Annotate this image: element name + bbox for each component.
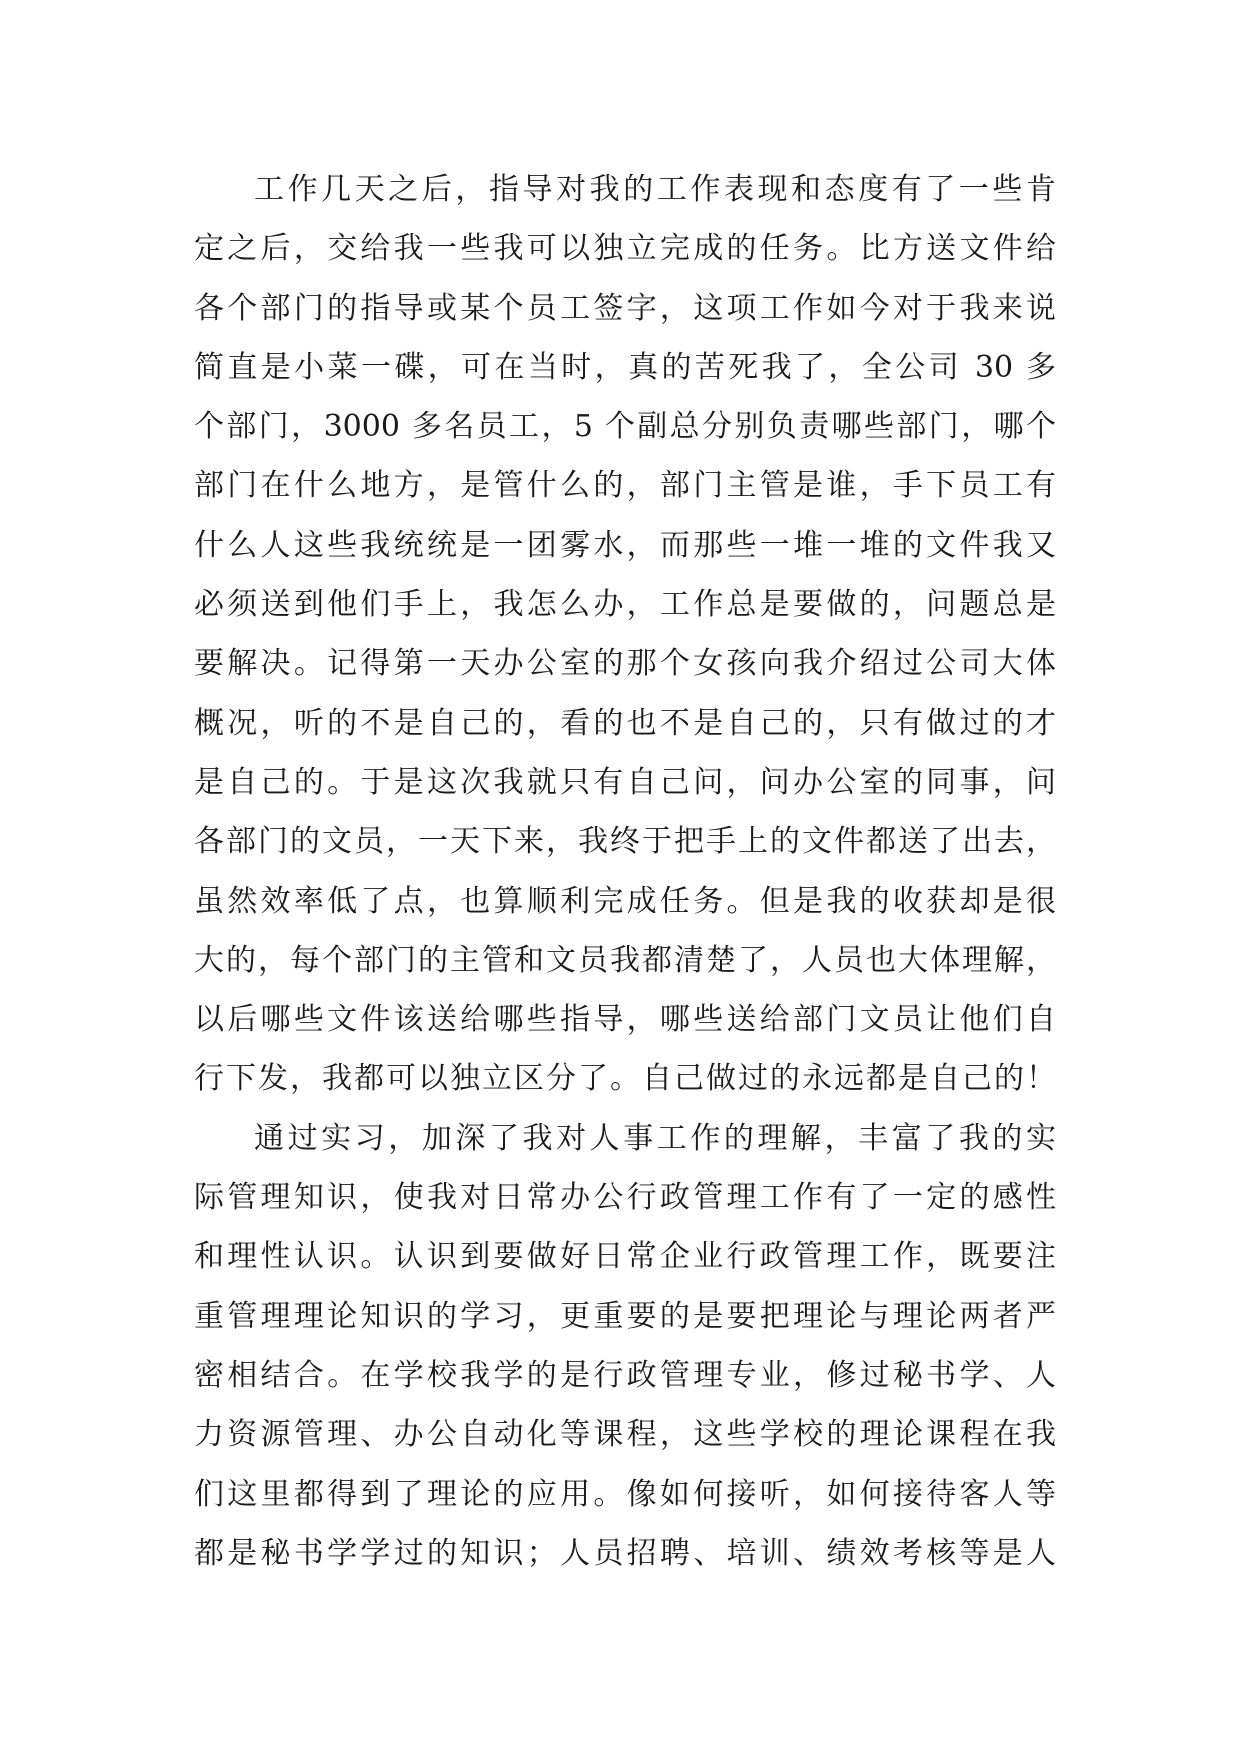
- paragraph-2-line: 通过实习，加深了我对人事工作的理解，丰富了我的实: [254, 1120, 1056, 1156]
- paragraph-2-line: 重管理理论知识的学习，更重要的是要把理论与理论两者严: [194, 1298, 1056, 1334]
- paragraph-2-line: 和理性认识。认识到要做好日常企业行政管理工作，既要注: [194, 1239, 1056, 1275]
- document-body: [194, 160, 1056, 1583]
- paragraph-1-line: 简直是小菜一碟，可在当时，真的苦死我了，全公司 30 多: [194, 349, 1056, 385]
- paragraph-1-line: 什么人这些我统统是一团雾水，而那些一堆一堆的文件我又: [194, 527, 1056, 563]
- paragraph-1-line: 虽然效率低了点，也算顺利完成任务。但是我的收获却是很: [194, 883, 1056, 919]
- paragraph-1-line: 以后哪些文件该送给哪些指导，哪些送给部门文员让他们自: [194, 1002, 1056, 1038]
- paragraph-1-line: 个部门，3000 多名员工，5 个副总分别负责哪些部门，哪个: [194, 409, 1056, 445]
- paragraph-1-line: 部门在什么地方，是管什么的，部门主管是谁，手下员工有: [194, 468, 1056, 504]
- paragraph-1-line: 要解决。记得第一天办公室的那个女孩向我介绍过公司大体: [194, 646, 1056, 682]
- paragraph-2-line: 密相结合。在学校我学的是行政管理专业，修过秘书学、人: [194, 1357, 1056, 1393]
- paragraph-1-line: 定之后，交给我一些我可以独立完成的任务。比方送文件给: [194, 231, 1056, 267]
- paragraph-2-line: 际管理知识，使我对日常办公行政管理工作有了一定的感性: [194, 1180, 1056, 1216]
- paragraph-1-line: 各部门的文员，一天下来，我终于把手上的文件都送了出去，: [194, 824, 1056, 860]
- paragraph-1-line: 必须送到他们手上，我怎么办，工作总是要做的，问题总是: [194, 587, 1056, 623]
- paragraph-1-line: 是自己的。于是这次我就只有自己问，问办公室的同事，问: [194, 764, 1056, 800]
- paragraph-1-line: 概况，听的不是自己的，看的也不是自己的，只有做过的才: [194, 705, 1056, 741]
- paragraph-2-line: 都是秘书学学过的知识；人员招聘、培训、绩效考核等是人: [194, 1535, 1056, 1571]
- paragraph-2-line: 力资源管理、办公自动化等课程，这些学校的理论课程在我: [194, 1417, 1056, 1453]
- paragraph-1-line: 行下发，我都可以独立区分了。自己做过的永远都是自己的！: [194, 1061, 1056, 1097]
- paragraph-2-line: 们这里都得到了理论的应用。像如何接听，如何接待客人等: [194, 1476, 1056, 1512]
- paragraph-1-line: 大的，每个部门的主管和文员我都清楚了，人员也大体理解，: [194, 942, 1056, 978]
- paragraph-1-line: 各个部门的指导或某个员工签字，这项工作如今对于我来说: [194, 290, 1056, 326]
- paragraph-1-line: 工作几天之后，指导对我的工作表现和态度有了一些肯: [254, 172, 1056, 207]
